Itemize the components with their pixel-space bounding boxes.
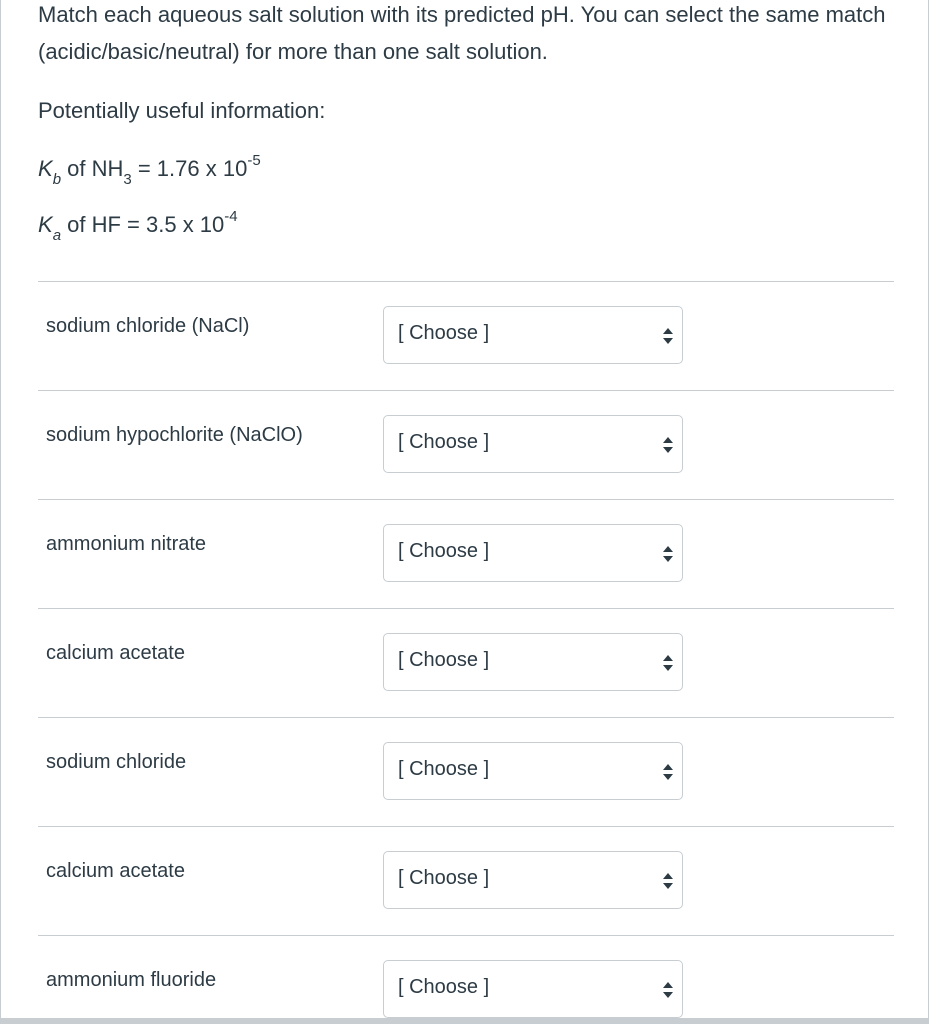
row-divider	[38, 826, 894, 827]
row-divider	[38, 717, 894, 718]
row-divider	[38, 935, 894, 936]
salt-label: sodium chloride	[46, 751, 187, 773]
up-down-arrows-icon	[662, 654, 674, 672]
up-down-arrows-icon	[662, 763, 674, 781]
up-down-arrows-icon	[662, 327, 674, 345]
ph-select[interactable]	[383, 306, 683, 364]
ph-select-value: [ Choose ]	[398, 976, 490, 998]
up-down-arrows-icon	[662, 436, 674, 454]
ka-subscript: a	[52, 227, 62, 245]
kb-of: of NH	[61, 156, 124, 181]
ph-select[interactable]	[383, 851, 683, 909]
kb-exponent: -5	[247, 151, 261, 169]
ka-exponent: -4	[224, 207, 238, 225]
kb-value: = 1.76 x 10	[131, 156, 248, 181]
kb-subscript: b	[52, 171, 62, 189]
ph-select-value: [ Choose ]	[398, 867, 490, 889]
question-intro: Match each aqueous salt solution with its predicted pH. You can select the same match (acidic/basic/neutral) for more than one salt solution.	[38, 2, 886, 64]
salt-label: ammonium fluoride	[46, 969, 217, 991]
row-divider	[38, 608, 894, 609]
ka-value: of HF = 3.5 x 10	[61, 212, 225, 237]
ph-select[interactable]	[383, 742, 683, 800]
kb-species-subscript: 3	[123, 171, 132, 189]
ph-select-value: [ Choose ]	[398, 322, 490, 344]
ph-select-value: [ Choose ]	[398, 649, 490, 671]
row-divider	[38, 281, 894, 282]
ph-select-value: [ Choose ]	[398, 758, 490, 780]
row-divider	[38, 499, 894, 500]
up-down-arrows-icon	[662, 545, 674, 563]
ka-symbol: K	[38, 212, 53, 237]
bottom-edge	[1, 1018, 929, 1024]
ph-select-value: [ Choose ]	[398, 431, 490, 453]
row-divider	[38, 390, 894, 391]
ph-select[interactable]	[383, 415, 683, 473]
salt-label: calcium acetate	[46, 642, 185, 664]
ph-select-value: [ Choose ]	[398, 540, 490, 562]
ph-select[interactable]	[383, 524, 683, 582]
salt-label: calcium acetate	[46, 860, 185, 882]
kb-symbol: K	[38, 156, 53, 181]
salt-label: ammonium nitrate	[46, 533, 207, 555]
salt-label: sodium chloride (NaCl)	[46, 315, 250, 337]
ph-select[interactable]	[383, 633, 683, 691]
ka-line	[38, 206, 238, 243]
kb-line	[38, 150, 261, 187]
info-heading: Potentially useful information:	[38, 98, 326, 123]
up-down-arrows-icon	[662, 981, 674, 999]
salt-label: sodium hypochlorite (NaClO)	[46, 424, 303, 446]
ph-select[interactable]	[383, 960, 683, 1018]
up-down-arrows-icon	[662, 872, 674, 890]
